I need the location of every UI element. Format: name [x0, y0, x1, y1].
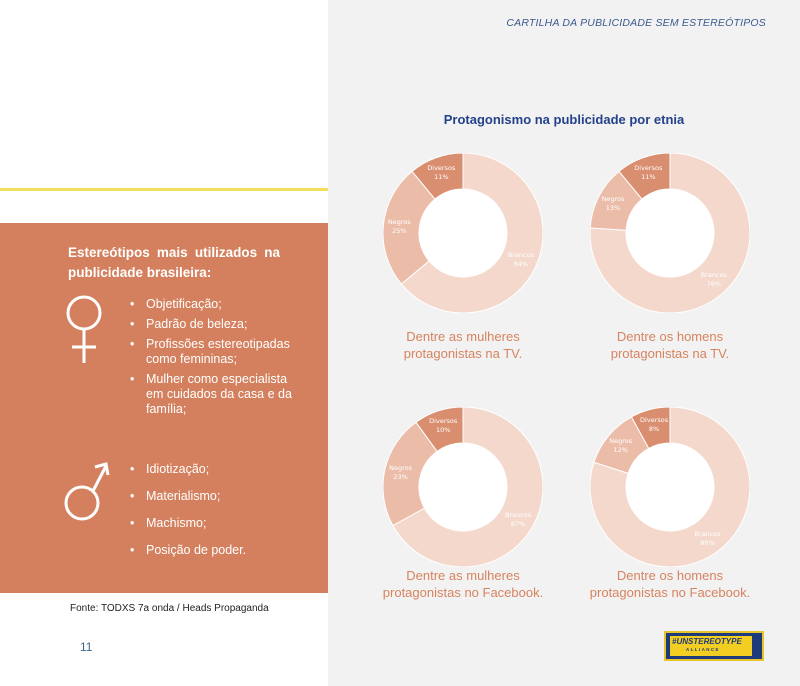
slice-label-value: 23% [393, 473, 408, 482]
chart-title: Protagonismo na publicidade por etnia [443, 112, 685, 127]
slice-label-value: 76% [706, 279, 722, 288]
slice-label-name: Negros [609, 437, 633, 446]
logo-badge [670, 636, 752, 656]
page-number: 11 [80, 640, 93, 654]
stereotypes-box-title [68, 243, 280, 283]
list-item: • Profissões estereotipadas como femininas; [128, 337, 293, 367]
slice-label-value: 13% [605, 203, 621, 212]
right-page [328, 0, 800, 686]
chart-caption: Dentre os homens protagonistas na TV. [610, 329, 730, 361]
slice-label [603, 437, 639, 455]
donut-svg [383, 407, 543, 567]
male-symbol-icon [62, 459, 112, 528]
source-note: Fonte: TODXS 7a onda / Heads Propaganda [70, 603, 269, 614]
slice-label-name: Diversos [640, 416, 669, 424]
left-page [0, 0, 328, 686]
document-header: CARTILHA DA PUBLICIDADE SEM ESTEREÓTIPOS [506, 17, 766, 29]
slice-label [381, 218, 417, 236]
slice-label-value: 11% [434, 172, 449, 181]
list-item: • Mulher como especialista em cuidados da casa e da família; [128, 372, 293, 417]
slice-label-value: 64% [513, 260, 529, 269]
donut-hole [419, 189, 507, 277]
chart-caption: Dentre as mulheres protagonistas na TV. [403, 329, 523, 361]
slice-label-name: Brancos [694, 529, 721, 538]
list-item: • Padrão de beleza; [128, 317, 293, 332]
slice-label-name: Negros [601, 194, 625, 203]
donut-chart [590, 407, 750, 567]
logo-subtext: ALLIANCE [686, 647, 720, 652]
slice-label-value: 10% [435, 426, 451, 435]
slice-label [636, 416, 672, 434]
box-title-line-1: Estereótipos mais utilizados na [68, 245, 280, 260]
slice-label-value: 25% [392, 226, 407, 235]
slice-label-value: 67% [510, 519, 526, 528]
slice-label-value: 11% [641, 172, 656, 181]
slice-label-name: Diversos [429, 417, 458, 426]
slice-label [425, 417, 461, 435]
list-item: • Machismo; [128, 516, 293, 531]
donut-chart [383, 407, 543, 567]
female-stereotypes-list [128, 297, 293, 422]
list-item: • Objetificação; [128, 297, 293, 312]
donut-svg [590, 153, 750, 313]
unstereotype-alliance-logo [664, 631, 764, 661]
box-title-line-2: publicidade brasileira: [68, 265, 212, 280]
slice-label-name: Negros [389, 464, 412, 473]
donut-chart [383, 153, 543, 313]
slice-label-name: Brancos [504, 510, 532, 519]
slice-label-name: Diversos [427, 163, 456, 172]
chart-caption: Dentre as mulheres protagonistas no Facebook. [382, 568, 544, 600]
chart-caption: Dentre os homens protagonistas no Facebook. [589, 568, 751, 600]
slice-label [595, 195, 631, 213]
donut-hole [419, 443, 507, 531]
slice-label [630, 164, 666, 182]
logo-text: #UNSTEREOTYPE [672, 637, 742, 646]
slice-label-name: Brancos [507, 251, 534, 260]
slice-label [690, 530, 726, 548]
slice-label [423, 164, 459, 182]
list-item: • Posição de poder. [128, 543, 293, 558]
donut-hole [626, 189, 714, 277]
stereotypes-box [0, 223, 328, 593]
slice-label-value: 8% [648, 425, 660, 433]
female-symbol-icon [62, 293, 106, 374]
slice-label [500, 511, 536, 529]
slice-label-name: Diversos [634, 163, 663, 172]
slice-label-name: Brancos [700, 270, 727, 279]
donut-chart [590, 153, 750, 313]
donut-hole [626, 443, 714, 531]
slice-label-value: 80% [700, 538, 715, 547]
yellow-divider [0, 188, 328, 191]
male-stereotypes-list [128, 462, 293, 570]
slice-label [503, 251, 539, 269]
slice-label [696, 271, 732, 289]
list-item: • Materialismo; [128, 489, 293, 504]
slice-label-value: 12% [613, 446, 628, 455]
slice-label [383, 464, 419, 482]
list-item: • Idiotização; [128, 462, 293, 477]
slice-label-name: Negros [387, 217, 411, 226]
